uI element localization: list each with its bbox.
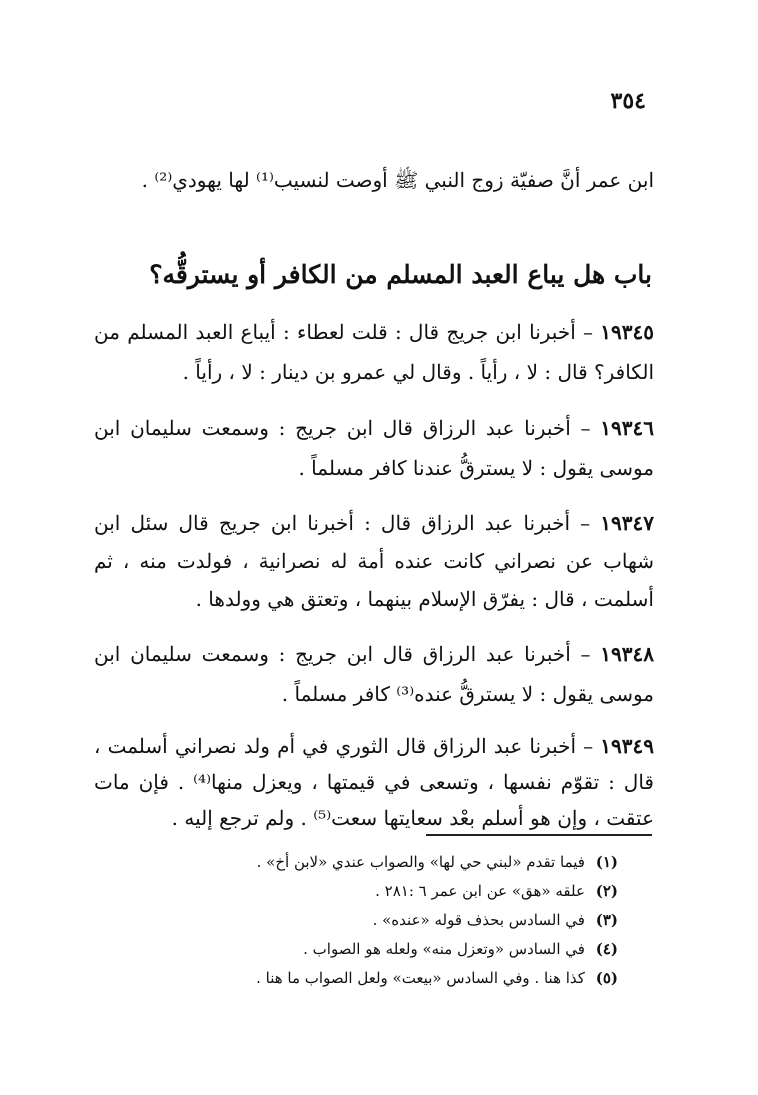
hadith-entry [94,634,654,714]
hadith-number: ١٩٣٤٧ [600,511,654,535]
footnote [118,964,618,993]
hadith-entry [94,728,654,836]
footnote-text: في السادس بحذف قوله «عنده» . [372,911,585,929]
hadith-text: – أخبرنا عبد الرزاق قال : أخبرنا ابن جريج قال سئل ابن شهاب عن نصراني كانت عنده أمة له نصرانية ، فولدت منه ، ثم أسلمت ، قال : يفرّق الإسلام بينهما ، وتعتق هي وولدها . [94,511,654,611]
footnote-marker: (٣) [595,911,618,929]
hadith-number: ١٩٣٤٦ [600,416,654,440]
hadith-text: – أخبرنا عبد الرزاق قال ابن جريج : وسمعت سليمان ابن موسى يقول : لا يسترقُّ عندنا كافر مسلماً . [94,416,654,480]
hadith-number: ١٩٣٤٩ [600,734,654,758]
hadith-entry [94,504,654,618]
footnote-text: علقه «هق» عن ابن عمر ٦ :٢٨١ . [375,882,585,900]
footnote-marker: (٢) [595,882,618,900]
hadith-text: – أخبرنا عبد الرزاق قال ابن جريج : وسمعت سليمان ابن موسى يقول : لا يسترقُّ عنده⁽³⁾ كافر مسلماً . [94,642,654,706]
footnotes-list [118,848,618,993]
hadith-text: – أخبرنا ابن جريج قال : قلت لعطاء : أيباع العبد المسلم من الكافر؟ قال : لا ، رأياً . وقال لي عمرو بن دينار : لا ، رأياً . [94,320,654,384]
page-number: ٣٥٤ [610,88,646,114]
footnote-marker: (٥) [595,969,618,987]
footnote [118,848,618,877]
footnote [118,935,618,964]
hadith-number: ١٩٣٤٨ [600,642,654,666]
footnote-marker: (١) [595,853,618,871]
footnote-text: كذا هنا . وفي السادس «بيعت» ولعل الصواب ما هنا . [256,969,585,987]
footnote-text: في السادس «وتعزل منه» ولعله هو الصواب . [303,940,585,958]
hadith-entry [94,408,654,488]
chapter-heading: باب هل يباع العبد المسلم من الكافر أو يسترقُّه؟ [149,259,652,289]
hadith-number: ١٩٣٤٥ [600,320,655,344]
footnote-marker: (٤) [595,940,618,958]
footnote-text: فيما تقدم «لبني حي لها» والصواب عندي «لابن أخ» . [256,853,585,871]
intro-text: ابن عمر أنَّ صفيّة زوج النبي ﷺ أوصت لنسيب⁽¹⁾ لها يهودي⁽²⁾ . [141,168,654,192]
hadith-text: – أخبرنا عبد الرزاق قال الثوري في أم ولد نصراني أسلمت ، قال : تقوّم نفسها ، وتسعى في قيمتها ، ويعزل منها⁽⁴⁾ . فإن مات عتقت ، وإن هو أسلم بعْد سعايتها سعت⁽⁵⁾ . ولم ترجع إليه . [94,734,654,830]
footnote [118,877,618,906]
footnote [118,906,618,935]
footnote-divider [426,834,652,836]
hadith-entry [94,312,654,392]
